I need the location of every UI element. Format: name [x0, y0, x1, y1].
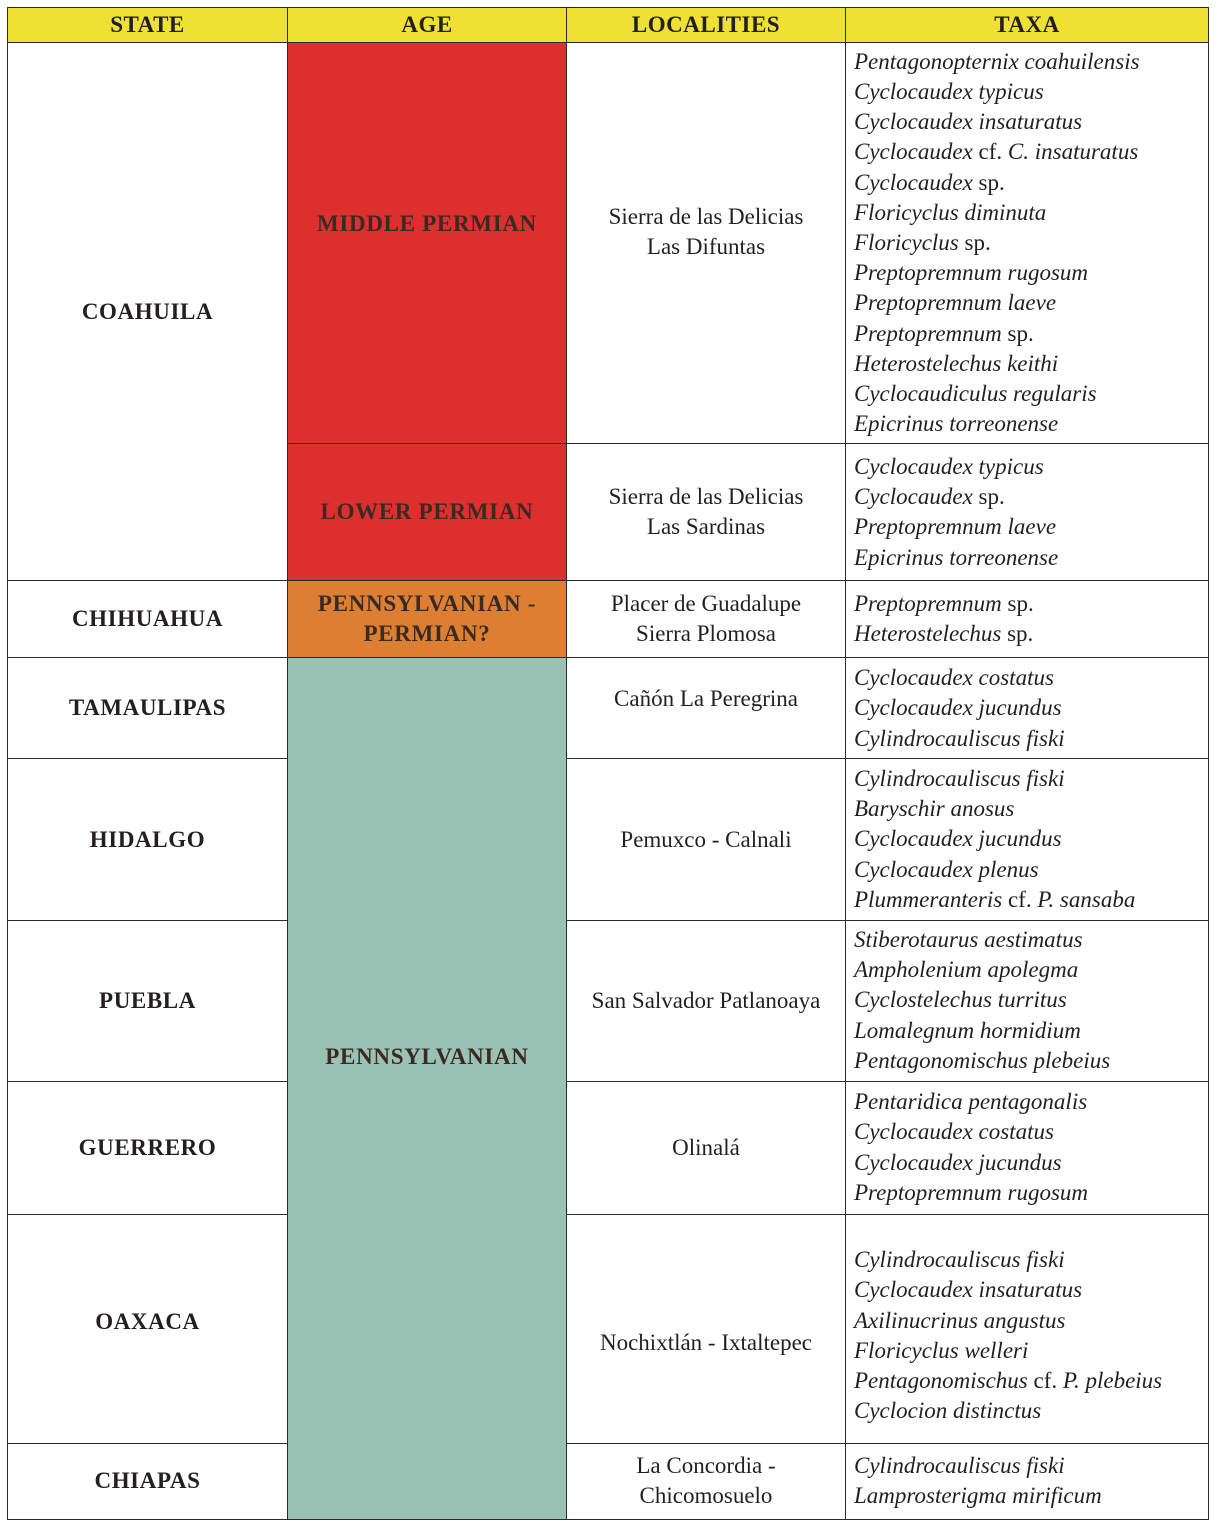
- taxon-qualifier: sp.: [1007, 591, 1034, 617]
- taxon-entry: [854, 1087, 1208, 1117]
- taxon-name: Cyclocaudex: [854, 169, 973, 195]
- taxon-name: Cyclocaudiculus regularis: [854, 381, 1097, 407]
- taxon-entry: [854, 1366, 1208, 1396]
- taxon-entry: [854, 258, 1208, 288]
- taxon-name: Axilinucrinus angustus: [854, 1307, 1066, 1333]
- age-cell: [288, 581, 567, 658]
- taxon-name: Heterostelechus keithi: [854, 350, 1059, 376]
- taxon-entry: [854, 543, 1208, 573]
- taxon-entry: [854, 1336, 1208, 1366]
- taxon-entry: [854, 589, 1208, 619]
- table-row: [8, 759, 1209, 920]
- taxon-entry: [854, 855, 1208, 885]
- taxon-name: Floricyclus welleri: [854, 1337, 1029, 1363]
- locality-cell: [567, 1081, 846, 1214]
- taxon-entry: [854, 137, 1208, 167]
- locality-cell: [567, 444, 846, 581]
- taxon-entry: [854, 1046, 1208, 1076]
- locality-cell: [567, 658, 846, 759]
- taxon-name: Cylindrocauliscus fiski: [854, 1453, 1065, 1479]
- age-label: LOWER PERMIAN: [320, 499, 534, 525]
- taxon-name: Cyclocaudex: [854, 484, 973, 510]
- locality-name: San Salvador Patlanoaya: [591, 987, 821, 1013]
- table-row: [8, 1443, 1209, 1519]
- taxa-cell: [846, 1443, 1209, 1519]
- table-row: [8, 920, 1209, 1081]
- taxon-entry: [854, 925, 1208, 955]
- taxon-entry: [854, 319, 1208, 349]
- taxon-name: Cyclocaudex costatus: [854, 1119, 1054, 1145]
- taxon-name: Cylindrocauliscus fiski: [854, 1247, 1065, 1273]
- taxon-entry: [854, 1306, 1208, 1336]
- taxon-entry: [854, 764, 1208, 794]
- age-cell: [288, 444, 567, 581]
- taxon-name: Cyclocaudex insaturatus: [854, 109, 1083, 135]
- taxon-entry: [854, 452, 1208, 482]
- taxon-name: Cyclocaudex jucundus: [854, 1149, 1062, 1175]
- taxon-name: Cyclocaudex typicus: [854, 453, 1044, 479]
- taxon-name: P. sansaba: [1037, 886, 1136, 912]
- state-cell: HIDALGO: [8, 759, 288, 920]
- locality-name: Sierra de las Delicias: [608, 204, 804, 230]
- taxon-entry: [854, 409, 1208, 439]
- locality-cell: [567, 1443, 846, 1519]
- taxa-cell: [846, 43, 1209, 444]
- taxon-entry: [854, 482, 1208, 512]
- state-cell: CHIAPAS: [8, 1443, 288, 1519]
- age-label: PENNSYLVANIAN: [325, 1043, 529, 1069]
- header-state: STATE: [8, 8, 288, 43]
- taxon-name: Cyclocion distinctus: [854, 1398, 1042, 1424]
- locality-cell: [567, 759, 846, 920]
- taxon-entry: [854, 724, 1208, 754]
- taxon-name: Cyclocaudex plenus: [854, 856, 1039, 882]
- taxon-name: Preptopremnum laeve: [854, 290, 1057, 316]
- taxon-name: Floricyclus diminuta: [854, 199, 1047, 225]
- state-cell: GUERRERO: [8, 1081, 288, 1214]
- taxon-entry: [854, 824, 1208, 854]
- age-label-line: PERMIAN?: [363, 621, 491, 647]
- table-row: [8, 1214, 1209, 1443]
- taxon-name: Pentaridica pentagonalis: [854, 1089, 1088, 1115]
- taxon-entry: [854, 1275, 1208, 1305]
- locality-cell: [567, 581, 846, 658]
- taxon-name: Preptopremnum: [854, 320, 1002, 346]
- taxon-name: Plummeranteris: [854, 886, 1003, 912]
- taxon-name: Cyclostelechus turritus: [854, 987, 1067, 1013]
- taxon-entry: [854, 77, 1208, 107]
- locality-name: Las Difuntas: [646, 234, 766, 260]
- taxon-entry: [854, 955, 1208, 985]
- taxon-entry: [854, 1178, 1208, 1208]
- taxon-qualifier: sp.: [1007, 621, 1034, 647]
- header-row: [8, 8, 1209, 43]
- taxon-name: Baryschir anosus: [854, 796, 1015, 822]
- state-cell: OAXACA: [8, 1214, 288, 1443]
- table-row: [8, 1081, 1209, 1214]
- taxon-name: Preptopremnum rugosum: [854, 260, 1089, 286]
- taxon-qualifier: sp.: [978, 484, 1005, 510]
- locality-cell: [567, 43, 846, 444]
- taxa-distribution-table: [7, 7, 1209, 1520]
- taxon-entry: [854, 47, 1208, 77]
- taxon-entry: [854, 512, 1208, 542]
- taxa-cell: [846, 1214, 1209, 1443]
- locality-cell: [567, 920, 846, 1081]
- table-row: [8, 581, 1209, 658]
- taxon-entry: [854, 198, 1208, 228]
- locality-name: Nochixtlán - Ixtaltepec: [599, 1329, 813, 1355]
- header-localities: LOCALITIES: [567, 8, 846, 43]
- taxon-name: Preptopremnum laeve: [854, 514, 1057, 540]
- taxon-entry: [854, 693, 1208, 723]
- locality-name: Cañón La Peregrina: [614, 686, 798, 712]
- age-label-line: PENNSYLVANIAN -: [317, 591, 537, 617]
- taxon-entry: [854, 1117, 1208, 1147]
- taxon-name: Preptopremnum rugosum: [854, 1179, 1089, 1205]
- taxon-name: Epicrinus torreonense: [854, 411, 1059, 437]
- taxon-entry: [854, 379, 1208, 409]
- taxon-qualifier: cf.: [1033, 1367, 1058, 1393]
- taxon-entry: [854, 985, 1208, 1015]
- taxon-entry: [854, 1148, 1208, 1178]
- taxon-name: Cyclocaudex insaturatus: [854, 1277, 1083, 1303]
- taxon-entry: [854, 1481, 1208, 1511]
- locality-name: Chicomosuelo: [639, 1483, 773, 1509]
- taxa-cell: [846, 581, 1209, 658]
- locality-name: Olinalá: [672, 1134, 740, 1160]
- taxon-name: Cylindrocauliscus fiski: [854, 765, 1065, 791]
- taxon-qualifier: sp.: [964, 230, 991, 256]
- taxon-name: Floricyclus: [854, 230, 959, 256]
- locality-name: Pemuxco - Calnali: [620, 826, 792, 852]
- locality-name: Sierra Plomosa: [636, 621, 776, 647]
- taxon-entry: [854, 1016, 1208, 1046]
- taxa-cell: [846, 920, 1209, 1081]
- taxon-name: Pentagonopternix coahuilensis: [854, 48, 1140, 74]
- taxon-name: Pentagonomischus: [854, 1367, 1028, 1393]
- locality-name: Sierra de las Delicias: [608, 484, 804, 510]
- taxon-name: C. insaturatus: [1007, 139, 1139, 165]
- taxon-entry: [854, 663, 1208, 693]
- taxon-name: Preptopremnum: [854, 591, 1002, 617]
- taxon-entry: [854, 288, 1208, 318]
- taxon-entry: [854, 349, 1208, 379]
- state-cell: TAMAULIPAS: [8, 658, 288, 759]
- taxon-name: Heterostelechus: [854, 621, 1002, 647]
- taxon-name: P. plebeius: [1062, 1367, 1163, 1393]
- taxon-entry: [854, 228, 1208, 258]
- taxon-name: Cyclocaudex: [854, 139, 973, 165]
- taxon-entry: [854, 619, 1208, 649]
- taxon-name: Cyclocaudex typicus: [854, 79, 1044, 105]
- state-cell: PUEBLA: [8, 920, 288, 1081]
- state-cell: CHIHUAHUA: [8, 581, 288, 658]
- taxa-cell: [846, 1081, 1209, 1214]
- taxa-cell: [846, 658, 1209, 759]
- taxa-cell: [846, 444, 1209, 581]
- taxon-name: Cyclocaudex costatus: [854, 665, 1054, 691]
- table-row: [8, 43, 1209, 444]
- age-label: MIDDLE PERMIAN: [317, 211, 537, 237]
- taxon-entry: [854, 1396, 1208, 1426]
- taxon-name: Ampholenium apolegma: [854, 957, 1079, 983]
- taxon-name: Epicrinus torreonense: [854, 544, 1059, 570]
- age-cell: [288, 43, 567, 444]
- taxa-cell: [846, 759, 1209, 920]
- taxon-entry: [854, 1245, 1208, 1275]
- locality-name: Placer de Guadalupe: [610, 591, 802, 617]
- taxon-entry: [854, 107, 1208, 137]
- taxon-name: Lamprosterigma mirificum: [854, 1483, 1102, 1509]
- taxon-entry: [854, 168, 1208, 198]
- taxon-name: Lomalegnum hormidium: [854, 1017, 1081, 1043]
- taxon-qualifier: sp.: [978, 169, 1005, 195]
- taxon-name: Cyclocaudex jucundus: [854, 695, 1062, 721]
- locality-cell: [567, 1214, 846, 1443]
- taxon-name: Stiberotaurus aestimatus: [854, 927, 1083, 953]
- locality-name: Las Sardinas: [646, 514, 766, 540]
- taxon-entry: [854, 885, 1208, 915]
- taxon-qualifier: cf.: [1007, 886, 1032, 912]
- taxon-qualifier: sp.: [1007, 320, 1034, 346]
- state-cell: COAHUILA: [8, 43, 288, 581]
- age-cell: [288, 658, 567, 1520]
- locality-name: La Concordia -: [636, 1453, 776, 1479]
- taxon-entry: [854, 1451, 1208, 1481]
- taxon-name: Cyclocaudex jucundus: [854, 826, 1062, 852]
- header-age: AGE: [288, 8, 567, 43]
- taxon-name: Cylindrocauliscus fiski: [854, 725, 1065, 751]
- taxon-name: Pentagonomischus plebeius: [854, 1047, 1111, 1073]
- table-row: [8, 658, 1209, 759]
- taxon-entry: [854, 794, 1208, 824]
- header-taxa: TAXA: [846, 8, 1209, 43]
- taxon-qualifier: cf.: [978, 139, 1003, 165]
